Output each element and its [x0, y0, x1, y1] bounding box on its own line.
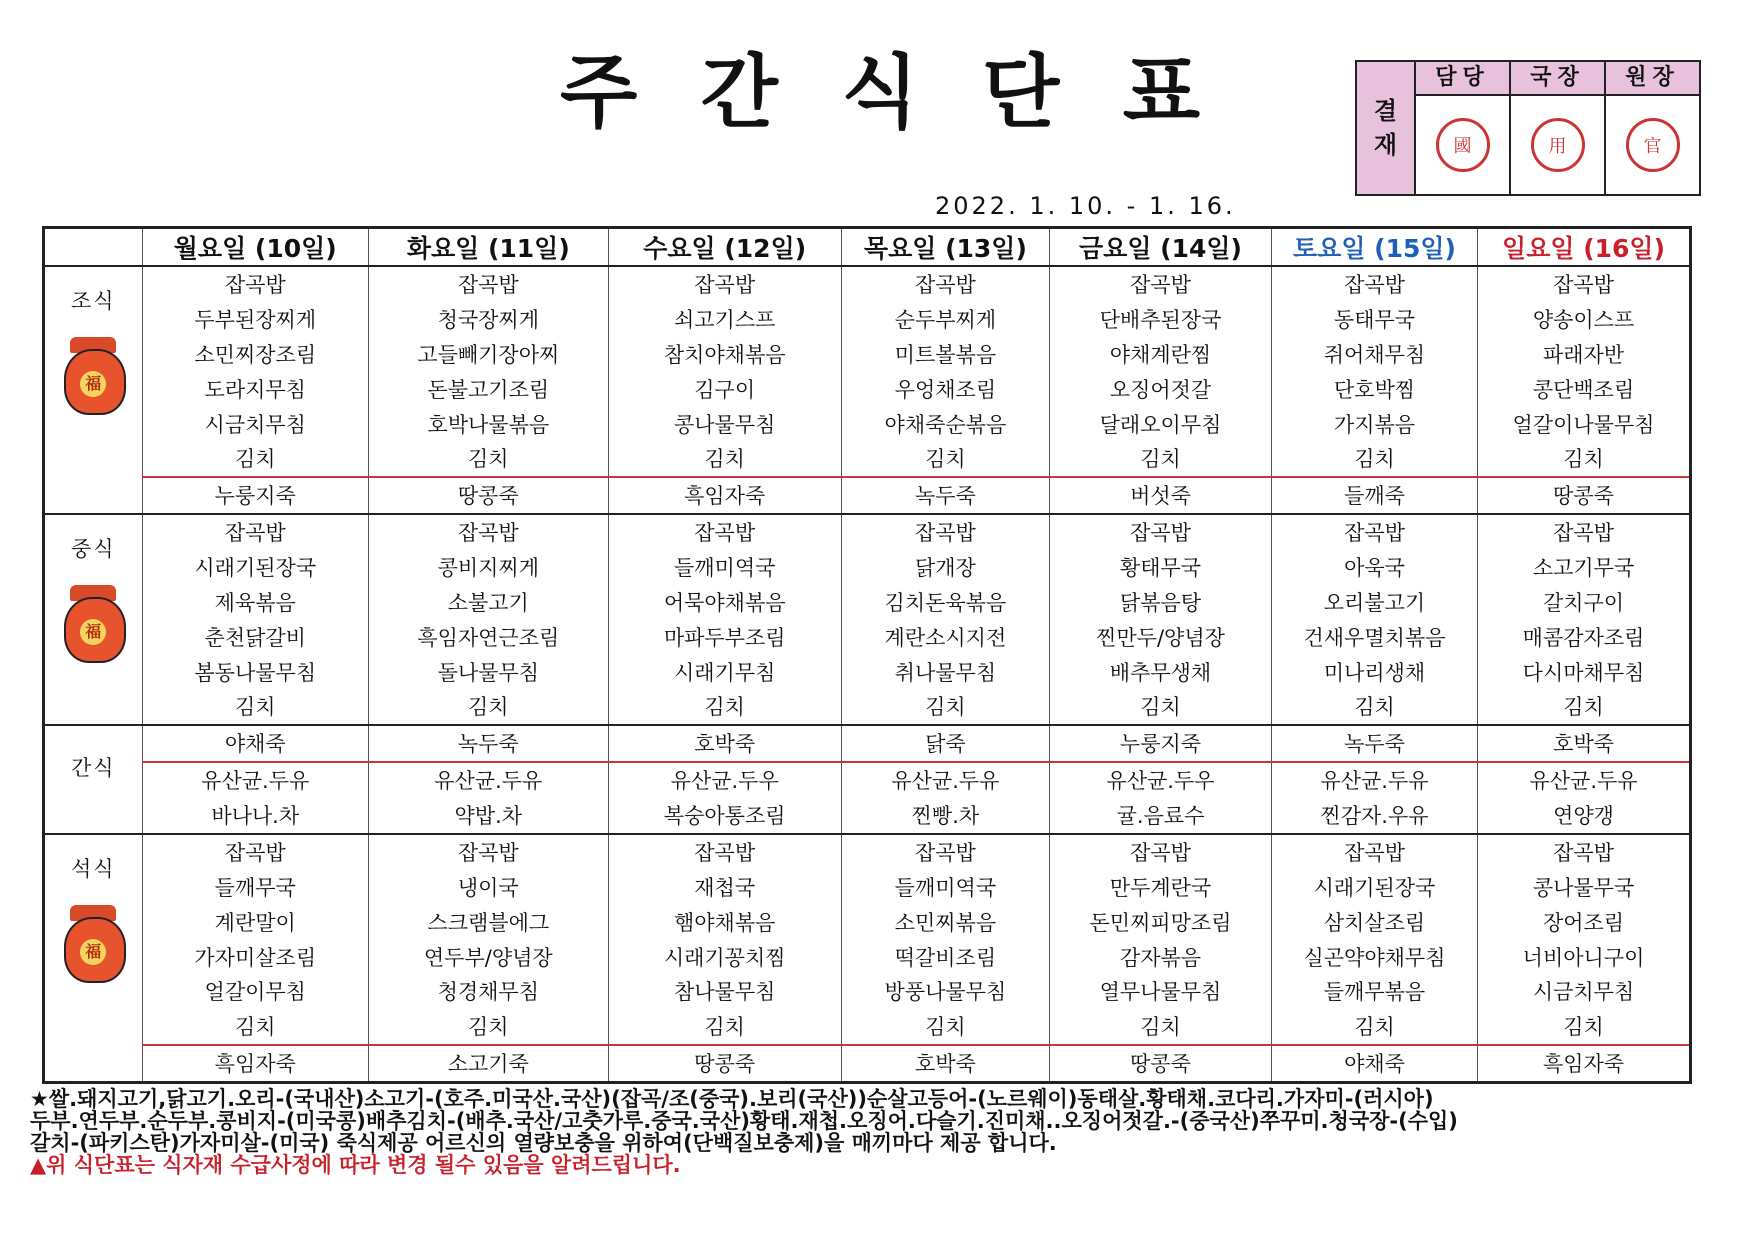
menu-cell: 잡곡밥	[841, 834, 1049, 870]
menu-cell: 달래오이무침	[1050, 406, 1272, 441]
footnote-line: 갈치-(파키스탄)가자미살-(미국) 죽식제공 어르신의 열량보충을 위하여(단백질보충제)을 매끼마다 제공 합니다.	[30, 1131, 1057, 1155]
menu-cell: 미나리생채	[1271, 654, 1477, 689]
menu-cell: 복숭아통조림	[608, 798, 841, 834]
meal-label: 간식	[71, 755, 116, 780]
menu-cell: 김치	[841, 1009, 1049, 1045]
meal-label: 석식	[71, 856, 116, 881]
menu-cell: 취나물무침	[841, 654, 1049, 689]
menu-cell: 순두부찌게	[841, 302, 1049, 337]
seal-stamp-icon: 國	[1436, 118, 1490, 172]
menu-cell: 만두계란국	[1050, 870, 1272, 905]
menu-cell: 어묵야채볶음	[608, 585, 841, 620]
menu-cell: 다시마채무침	[1478, 654, 1691, 689]
menu-cell: 연두부/양념장	[368, 939, 608, 974]
table-row	[44, 654, 1691, 689]
porridge-cell: 야채죽	[1271, 1045, 1477, 1083]
porridge-cell: 들깨죽	[1271, 477, 1477, 514]
menu-cell: 참치야채볶음	[608, 337, 841, 372]
menu-cell: 김치	[841, 689, 1049, 725]
menu-cell: 열무나물무침	[1050, 974, 1272, 1009]
menu-cell: 들깨무국	[142, 870, 368, 905]
title-char: 표	[1122, 45, 1200, 139]
page-title	[560, 40, 1200, 139]
porridge-cell: 흑임자죽	[1478, 1045, 1691, 1083]
menu-cell: 유산균.두우	[608, 762, 841, 798]
meal-label-dinner	[44, 834, 143, 1083]
menu-cell: 김치	[1050, 441, 1272, 477]
seal-stamp-icon: 官	[1626, 118, 1680, 172]
menu-cell: 잡곡밥	[368, 834, 608, 870]
menu-cell: 김치	[608, 689, 841, 725]
menu-cell: 실곤약야채무침	[1271, 939, 1477, 974]
table-row	[44, 689, 1691, 725]
menu-cell: 돈민찌피망조림	[1050, 904, 1272, 939]
seal-stamp-icon: 用	[1531, 118, 1585, 172]
menu-cell: 동태무국	[1271, 302, 1477, 337]
menu-cell: 냉이국	[368, 870, 608, 905]
menu-cell: 잡곡밥	[841, 514, 1049, 550]
menu-cell: 춘천닭갈비	[142, 619, 368, 654]
menu-cell: 김치	[1050, 1009, 1272, 1045]
menu-cell: 유산균.두우	[1050, 762, 1272, 798]
menu-cell: 잡곡밥	[1478, 266, 1691, 302]
menu-cell: 시래기된장국	[1271, 870, 1477, 905]
porridge-cell: 호박죽	[841, 1045, 1049, 1083]
day-header: 금요일 (14일)	[1050, 228, 1272, 267]
menu-cell: 바나나.차	[142, 798, 368, 834]
menu-cell: 잡곡밥	[142, 266, 368, 302]
approval-head: 담당	[1416, 62, 1509, 96]
menu-cell: 계란소시지전	[841, 619, 1049, 654]
table-row	[44, 337, 1691, 372]
table-row	[44, 371, 1691, 406]
menu-cell: 미트볼볶음	[841, 337, 1049, 372]
menu-cell: 갈치구이	[1478, 585, 1691, 620]
porridge-cell: 호박죽	[1478, 725, 1691, 762]
corner-cell	[44, 228, 143, 267]
menu-cell: 오징어젓갈	[1050, 371, 1272, 406]
menu-cell: 콩단백조림	[1478, 371, 1691, 406]
menu-cell: 소민찌장조림	[142, 337, 368, 372]
menu-cell: 김치	[1050, 689, 1272, 725]
menu-cell: 야채죽순볶음	[841, 406, 1049, 441]
table-row	[44, 406, 1691, 441]
table-row	[44, 904, 1691, 939]
menu-cell: 들깨무볶음	[1271, 974, 1477, 1009]
approval-head: 국장	[1511, 62, 1604, 96]
menu-cell: 잡곡밥	[1271, 266, 1477, 302]
meal-label: 조식	[71, 289, 116, 313]
menu-cell: 유산균.두유	[1478, 762, 1691, 798]
approval-label-char: 결	[1373, 97, 1398, 125]
menu-cell: 황태무국	[1050, 550, 1272, 585]
menu-cell: 호박나물볶음	[368, 406, 608, 441]
menu-cell: 소고기무국	[1478, 550, 1691, 585]
lucky-pouch-icon: 福	[62, 337, 124, 413]
day-header: 화요일 (11일)	[368, 228, 608, 267]
menu-cell: 잡곡밥	[608, 266, 841, 302]
lucky-pouch-icon: 福	[62, 905, 124, 981]
menu-cell: 김치	[1271, 1009, 1477, 1045]
approval-label-char: 재	[1373, 131, 1398, 159]
menu-cell: 찐만두/양념장	[1050, 619, 1272, 654]
meal-label-breakfast	[44, 266, 143, 514]
menu-cell: 건새우멸치볶음	[1271, 619, 1477, 654]
menu-cell: 연양갱	[1478, 798, 1691, 834]
menu-cell: 찐감자.우유	[1271, 798, 1477, 834]
menu-cell: 참나물무침	[608, 974, 841, 1009]
menu-cell: 김치	[142, 1009, 368, 1045]
menu-cell: 들깨미역국	[841, 870, 1049, 905]
menu-cell: 청경채무침	[368, 974, 608, 1009]
menu-cell: 김치돈육볶음	[841, 585, 1049, 620]
menu-cell: 청국장찌게	[368, 302, 608, 337]
menu-cell: 봄동나물무침	[142, 654, 368, 689]
table-row	[44, 619, 1691, 654]
menu-cell: 찐빵.차	[841, 798, 1049, 834]
menu-cell: 잡곡밥	[841, 266, 1049, 302]
porridge-cell: 닭죽	[841, 725, 1049, 762]
porridge-row	[44, 1045, 1691, 1083]
porridge-cell: 소고기죽	[368, 1045, 608, 1083]
menu-cell: 돌나물무침	[368, 654, 608, 689]
menu-cell: 가지볶음	[1271, 406, 1477, 441]
menu-cell: 쥐어채무침	[1271, 337, 1477, 372]
meal-label-lunch	[44, 514, 143, 725]
table-row	[44, 302, 1691, 337]
menu-cell: 김구이	[608, 371, 841, 406]
menu-cell: 잡곡밥	[1050, 834, 1272, 870]
menu-cell: 돈불고기조림	[368, 371, 608, 406]
menu-cell: 흑임자연근조림	[368, 619, 608, 654]
porridge-cell: 흑임자죽	[142, 1045, 368, 1083]
menu-cell: 김치	[142, 441, 368, 477]
table-row	[44, 939, 1691, 974]
menu-cell: 김치	[368, 1009, 608, 1045]
table-row	[44, 514, 1691, 550]
menu-cell: 콩나물무국	[1478, 870, 1691, 905]
menu-cell: 스크램블에그	[368, 904, 608, 939]
change-notice: ▲위 식단표는 식자재 수급사정에 따라 변경 될수 있음을 알려드립니다.	[30, 1153, 681, 1177]
title-char: 식	[841, 45, 919, 139]
menu-cell: 김치	[368, 441, 608, 477]
weekly-menu-table	[42, 226, 1692, 1084]
menu-cell: 소민찌볶음	[841, 904, 1049, 939]
table-row	[44, 762, 1691, 798]
porridge-cell: 녹두죽	[841, 477, 1049, 514]
menu-cell: 단호박찜	[1271, 371, 1477, 406]
approval-box	[1355, 60, 1701, 196]
menu-cell: 김치	[841, 441, 1049, 477]
menu-cell: 고들빼기장아찌	[368, 337, 608, 372]
day-header: 월요일 (10일)	[142, 228, 368, 267]
menu-cell: 우엉채조림	[841, 371, 1049, 406]
menu-cell: 김치	[608, 1009, 841, 1045]
menu-cell: 가자미살조림	[142, 939, 368, 974]
porridge-cell: 땅콩죽	[1478, 477, 1691, 514]
approval-label	[1357, 62, 1416, 194]
title-char: 주	[560, 45, 638, 139]
menu-cell: 재첩국	[608, 870, 841, 905]
menu-cell: 유산균.두유	[1271, 762, 1477, 798]
footnote-line: 두부.연두부.순두부.콩비지-(미국콩)배추김치-(배추.국산/고춧가루.중국.국산)황태.재첩.오징어.다슬기.진미채..오징어젓갈.-(중국산)쭈꾸미.청국장-(수입)	[30, 1109, 1458, 1133]
porridge-cell: 땅콩죽	[608, 1045, 841, 1083]
meal-label-snack	[44, 725, 143, 834]
date-range: 2022. 1. 10. - 1. 16.	[935, 192, 1236, 220]
menu-cell: 야채계란찜	[1050, 337, 1272, 372]
menu-cell: 잡곡밥	[142, 834, 368, 870]
menu-cell: 잡곡밥	[1271, 834, 1477, 870]
table-row	[44, 1009, 1691, 1045]
menu-cell: 잡곡밥	[1050, 514, 1272, 550]
day-header: 수요일 (12일)	[608, 228, 841, 267]
table-row	[44, 870, 1691, 905]
table-row	[44, 266, 1691, 302]
menu-cell: 두부된장찌게	[142, 302, 368, 337]
menu-cell: 감자볶음	[1050, 939, 1272, 974]
title-char: 단	[982, 45, 1060, 139]
menu-cell: 잡곡밥	[608, 834, 841, 870]
menu-cell: 시래기된장국	[142, 550, 368, 585]
menu-cell: 쇠고기스프	[608, 302, 841, 337]
menu-cell: 잡곡밥	[1050, 266, 1272, 302]
menu-cell: 소불고기	[368, 585, 608, 620]
menu-cell: 김치	[1478, 689, 1691, 725]
menu-cell: 잡곡밥	[1478, 514, 1691, 550]
menu-cell: 너비아니구이	[1478, 939, 1691, 974]
porridge-cell: 땅콩죽	[368, 477, 608, 514]
menu-cell: 김치	[1478, 1009, 1691, 1045]
menu-cell: 잡곡밥	[1478, 834, 1691, 870]
menu-cell: 김치	[608, 441, 841, 477]
menu-cell: 시래기무침	[608, 654, 841, 689]
porridge-cell: 녹두죽	[1271, 725, 1477, 762]
table-row	[44, 550, 1691, 585]
table-row	[44, 974, 1691, 1009]
porridge-row	[44, 477, 1691, 514]
menu-cell: 닭볶음탕	[1050, 585, 1272, 620]
menu-cell: 양송이스프	[1478, 302, 1691, 337]
menu-cell: 잡곡밥	[368, 266, 608, 302]
menu-cell: 제육볶음	[142, 585, 368, 620]
menu-cell: 마파두부조림	[608, 619, 841, 654]
menu-cell: 장어조림	[1478, 904, 1691, 939]
porridge-row	[44, 725, 1691, 762]
menu-cell: 닭개장	[841, 550, 1049, 585]
porridge-cell: 버섯죽	[1050, 477, 1272, 514]
menu-cell: 방풍나물무침	[841, 974, 1049, 1009]
menu-cell: 잡곡밥	[1271, 514, 1477, 550]
porridge-cell: 야채죽	[142, 725, 368, 762]
menu-cell: 유산균.두유	[841, 762, 1049, 798]
footnote-line: ★쌀.돼지고기,닭고기.오리-(국내산)소고기-(호주.미국산.국산)(잡곡/조(중국).보리(국산))순살고등어-(노르웨이)동태살.황태채.코다리.가자미-(러시아)	[30, 1087, 1434, 1111]
approval-col-manager	[1416, 62, 1511, 194]
menu-cell: 파래자반	[1478, 337, 1691, 372]
porridge-cell: 흑임자죽	[608, 477, 841, 514]
day-header-sunday: 일요일 (16일)	[1478, 228, 1691, 267]
menu-cell: 유산균.두유	[142, 762, 368, 798]
menu-cell: 김치	[142, 689, 368, 725]
menu-cell: 계란말이	[142, 904, 368, 939]
menu-cell: 단배추된장국	[1050, 302, 1272, 337]
porridge-cell: 녹두죽	[368, 725, 608, 762]
table-row	[44, 585, 1691, 620]
menu-cell: 삼치살조림	[1271, 904, 1477, 939]
approval-col-director	[1511, 62, 1606, 194]
menu-cell: 매콤감자조림	[1478, 619, 1691, 654]
menu-cell: 콩나물무침	[608, 406, 841, 441]
day-header-saturday: 토요일 (15일)	[1271, 228, 1477, 267]
menu-cell: 오리불고기	[1271, 585, 1477, 620]
menu-cell: 떡갈비조림	[841, 939, 1049, 974]
menu-cell: 얼갈이나물무침	[1478, 406, 1691, 441]
meal-label: 중식	[71, 536, 116, 561]
menu-cell: 도라지무침	[142, 371, 368, 406]
porridge-cell: 호박죽	[608, 725, 841, 762]
menu-cell: 귤.음료수	[1050, 798, 1272, 834]
menu-cell: 시래기꽁치찜	[608, 939, 841, 974]
menu-cell: 햄야채볶음	[608, 904, 841, 939]
menu-cell: 유산균.두유	[368, 762, 608, 798]
table-row	[44, 798, 1691, 834]
porridge-cell: 땅콩죽	[1050, 1045, 1272, 1083]
title-char: 간	[700, 45, 778, 139]
table-row	[44, 441, 1691, 477]
approval-head: 원장	[1606, 62, 1699, 96]
porridge-cell: 누룽지죽	[142, 477, 368, 514]
origin-footnote	[30, 1088, 1730, 1176]
menu-cell: 약밥.차	[368, 798, 608, 834]
day-header: 목요일 (13일)	[841, 228, 1049, 267]
lucky-pouch-icon: 福	[62, 585, 124, 661]
menu-cell: 김치	[1478, 441, 1691, 477]
menu-cell: 잡곡밥	[608, 514, 841, 550]
menu-cell: 김치	[1271, 689, 1477, 725]
menu-cell: 배추무생채	[1050, 654, 1272, 689]
porridge-cell: 누룽지죽	[1050, 725, 1272, 762]
menu-cell: 잡곡밥	[368, 514, 608, 550]
menu-cell: 들깨미역국	[608, 550, 841, 585]
menu-cell: 시금치무침	[142, 406, 368, 441]
menu-cell: 얼갈이무침	[142, 974, 368, 1009]
approval-col-head	[1606, 62, 1699, 194]
menu-cell: 콩비지찌게	[368, 550, 608, 585]
menu-cell: 잡곡밥	[142, 514, 368, 550]
table-row	[44, 834, 1691, 870]
menu-cell: 시금치무침	[1478, 974, 1691, 1009]
menu-cell: 김치	[368, 689, 608, 725]
menu-cell: 김치	[1271, 441, 1477, 477]
menu-cell: 아욱국	[1271, 550, 1477, 585]
